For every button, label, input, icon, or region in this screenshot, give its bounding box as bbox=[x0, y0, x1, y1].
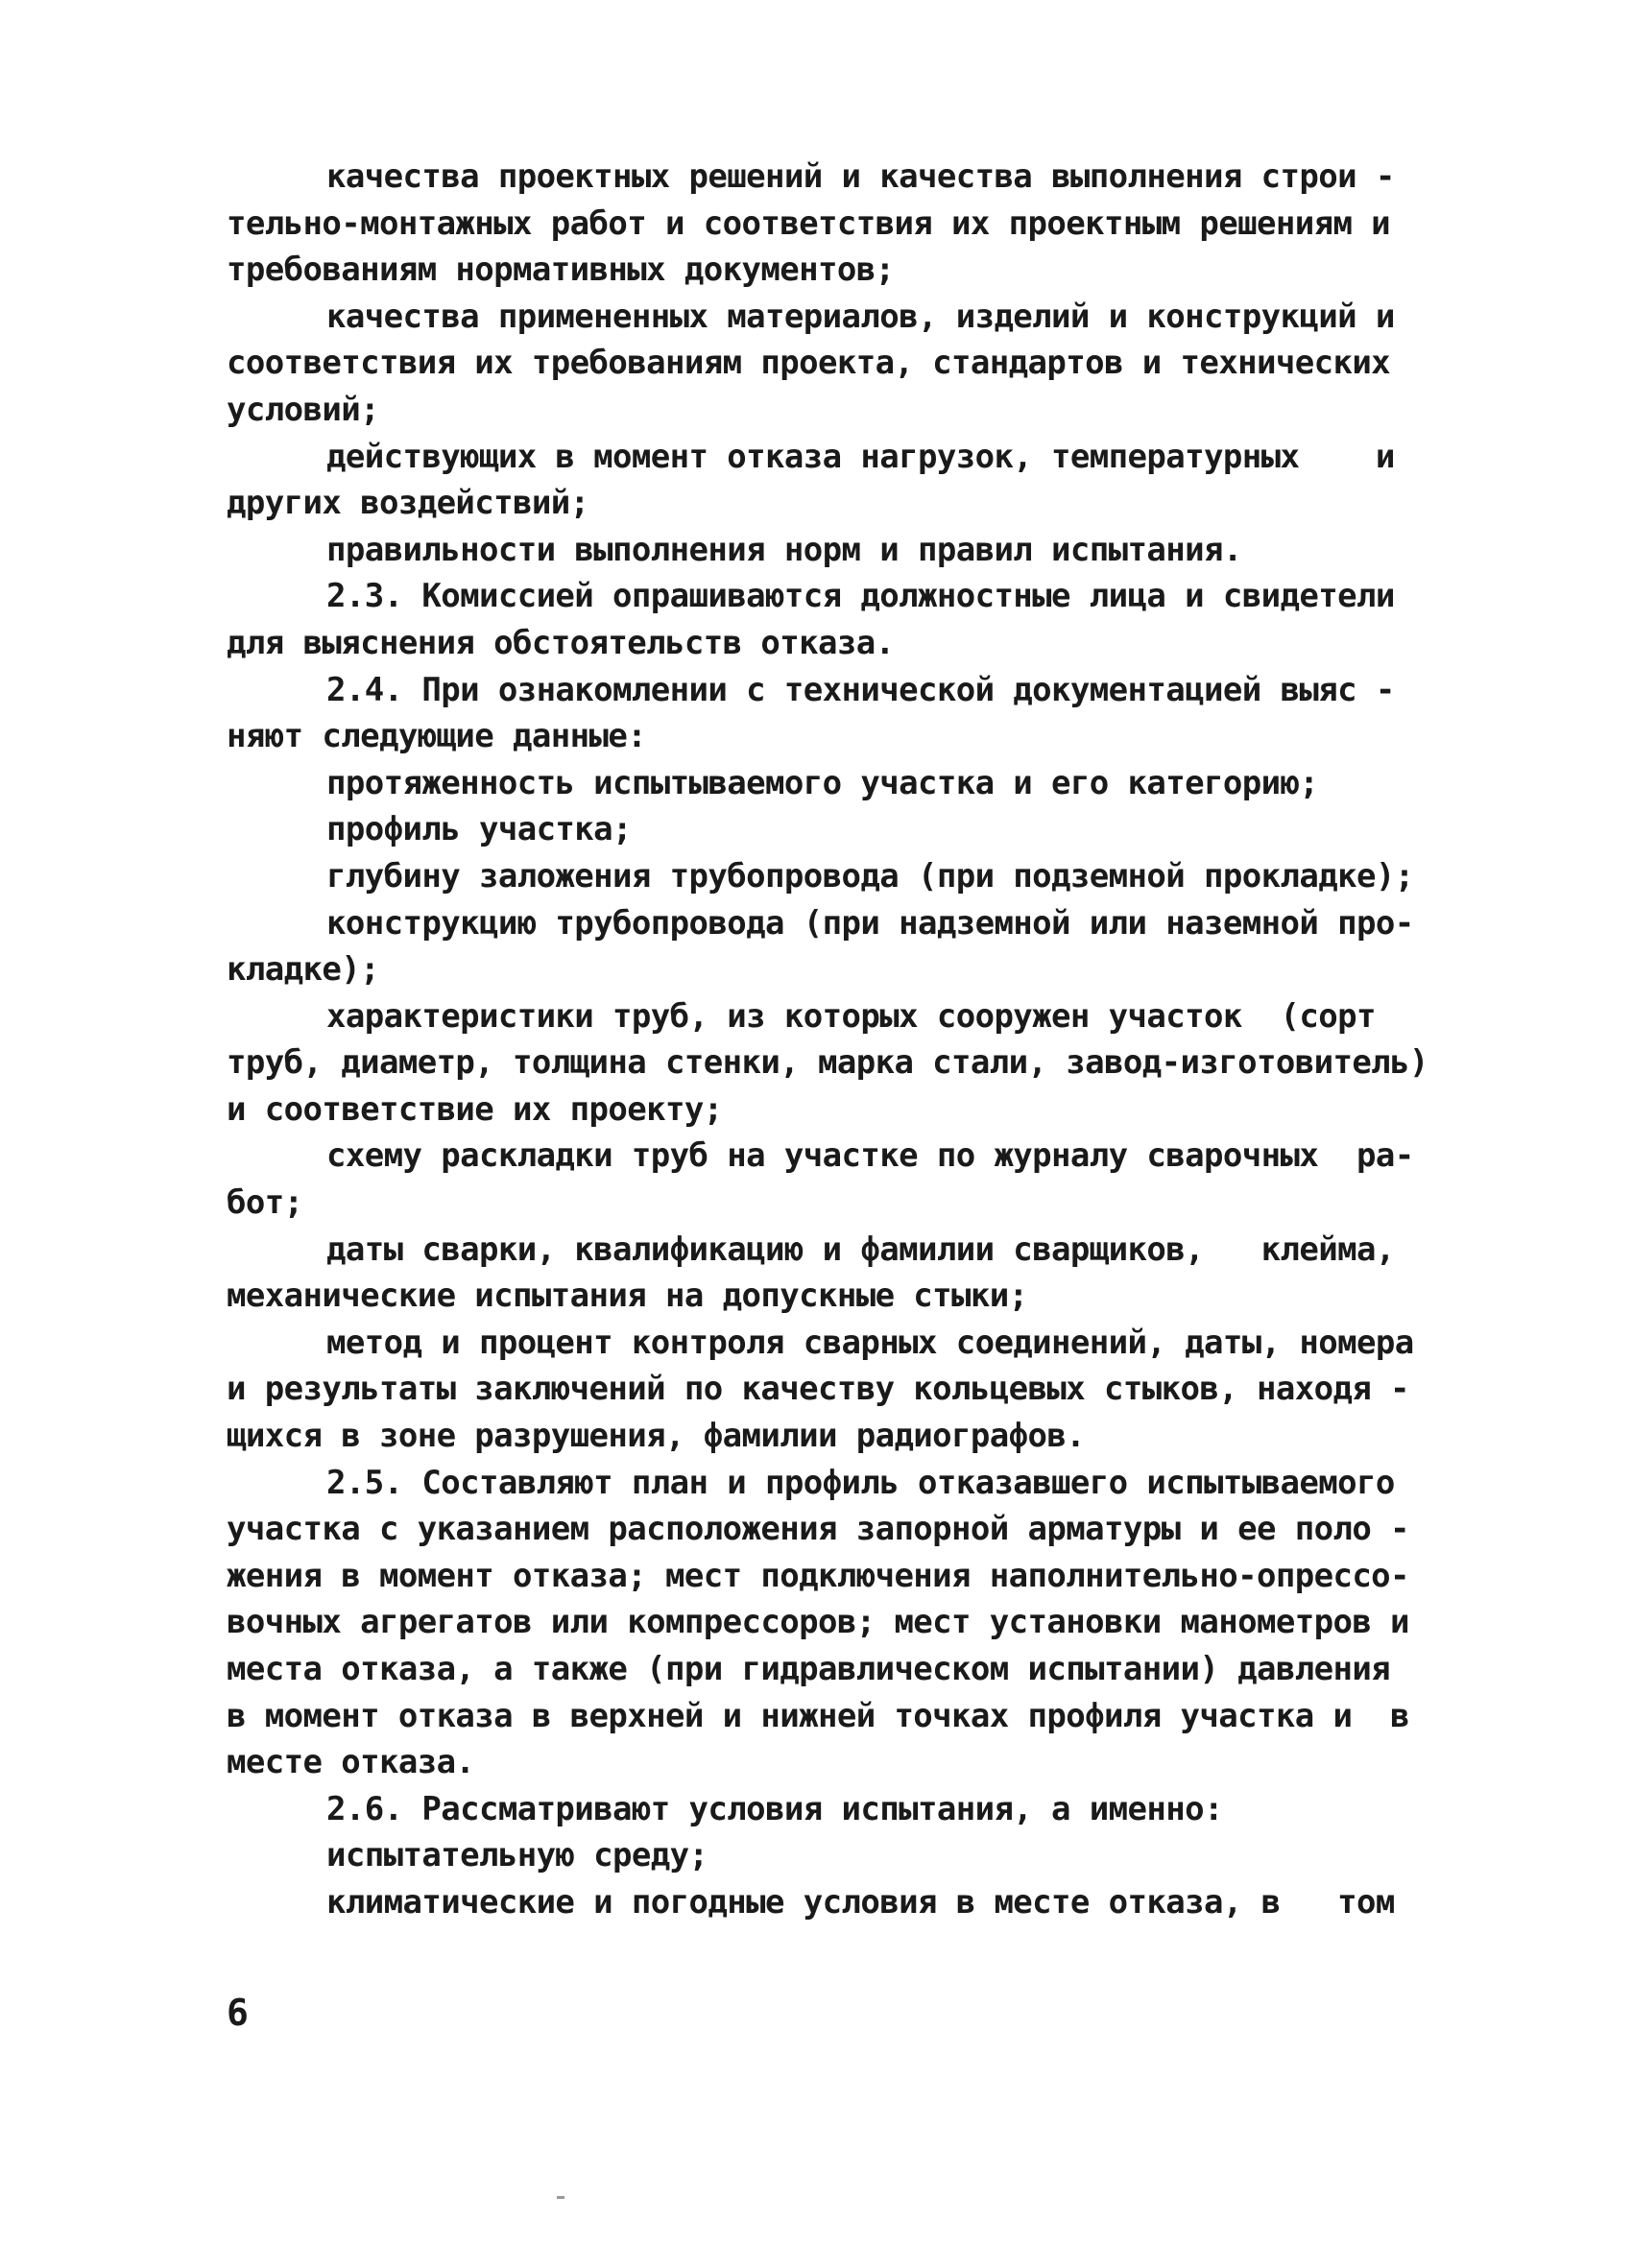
text-line: щихся в зоне разрушения, фамилии радиографов. bbox=[227, 1417, 1086, 1456]
text-line: испытательную среду; bbox=[326, 1836, 708, 1875]
text-line: участка с указанием расположения запорной арматуры и ее поло - bbox=[227, 1510, 1409, 1549]
text-line: 2.5. Составляют план и профиль отказавшего испытываемого bbox=[326, 1463, 1395, 1502]
text-line: метод и процент контроля сварных соединений, даты, номера bbox=[326, 1323, 1414, 1362]
text-line: 2.6. Рассматривают условия испытания, а именно: bbox=[326, 1789, 1223, 1828]
text-line: условий; bbox=[227, 390, 379, 429]
text-line: климатические и погодные условия в месте отказа, в том bbox=[326, 1882, 1395, 1922]
text-line: механические испытания на допускные стыки; bbox=[227, 1277, 1028, 1316]
text-line: в момент отказа в верхней и нижней точках профиля участка и в bbox=[227, 1696, 1409, 1735]
text-line: жения в момент отказа; мест подключения наполнительно-опрессо- bbox=[227, 1556, 1409, 1595]
text-line: вочных агрегатов или компрессоров; мест установки манометров и bbox=[227, 1603, 1409, 1642]
text-line: профиль участка; bbox=[326, 810, 632, 849]
text-line: схему раскладки труб на участке по журналу сварочных ра- bbox=[326, 1136, 1414, 1176]
text-line: требованиям нормативных документов; bbox=[227, 251, 895, 290]
text-line: бот; bbox=[227, 1183, 303, 1223]
page-number: 6 bbox=[227, 1992, 249, 2034]
text-line: соответствия их требованиям проекта, стандартов и технических bbox=[227, 344, 1391, 383]
text-line: даты сварки, квалификацию и фамилии сварщиков, клейма, bbox=[326, 1229, 1395, 1269]
text-line: тельно-монтажных работ и соответствия их проектным решениям и bbox=[227, 203, 1391, 243]
text-line: месте отказа. bbox=[227, 1743, 475, 1782]
text-line: и результаты заключений по качеству кольцевых стыков, находя - bbox=[227, 1370, 1409, 1409]
text-line: качества проектных решений и качества выполнения строи - bbox=[326, 157, 1395, 196]
text-line: и соответствие их проекту; bbox=[227, 1089, 723, 1129]
text-line: действующих в момент отказа нагрузок, температурных и bbox=[326, 437, 1395, 476]
text-line: правильности выполнения норм и правил испытания. bbox=[326, 530, 1242, 569]
text-line: для выяснения обстоятельств отказа. bbox=[227, 623, 895, 662]
text-line: места отказа, а также (при гидравлическом испытании) давления bbox=[227, 1650, 1391, 1688]
body-text bbox=[227, 154, 1446, 1926]
text-line: кладке); bbox=[227, 950, 379, 990]
text-line: глубину заложения трубопровода (при подземной прокладке); bbox=[326, 856, 1414, 895]
text-line: других воздействий; bbox=[227, 484, 589, 523]
scan-speck bbox=[557, 2196, 564, 2199]
text-line: 2.3. Комиссией опрашиваются должностные лица и свидетели bbox=[326, 577, 1395, 616]
text-line: протяженность испытываемого участка и его категорию; bbox=[326, 763, 1319, 802]
text-line: конструкцию трубопровода (при надземной или наземной про- bbox=[326, 903, 1414, 943]
text-line: качества примененных материалов, изделий и конструкций и bbox=[326, 297, 1395, 336]
text-line: няют следующие данные: bbox=[227, 717, 647, 756]
text-line: характеристики труб, из которых сооружен участок (сорт bbox=[326, 996, 1376, 1036]
text-line: труб, диаметр, толщина стенки, марка стали, завод-изготовитель) bbox=[227, 1043, 1428, 1083]
text-line: 2.4. При ознакомлении с технической документацией выяс - bbox=[326, 670, 1395, 709]
